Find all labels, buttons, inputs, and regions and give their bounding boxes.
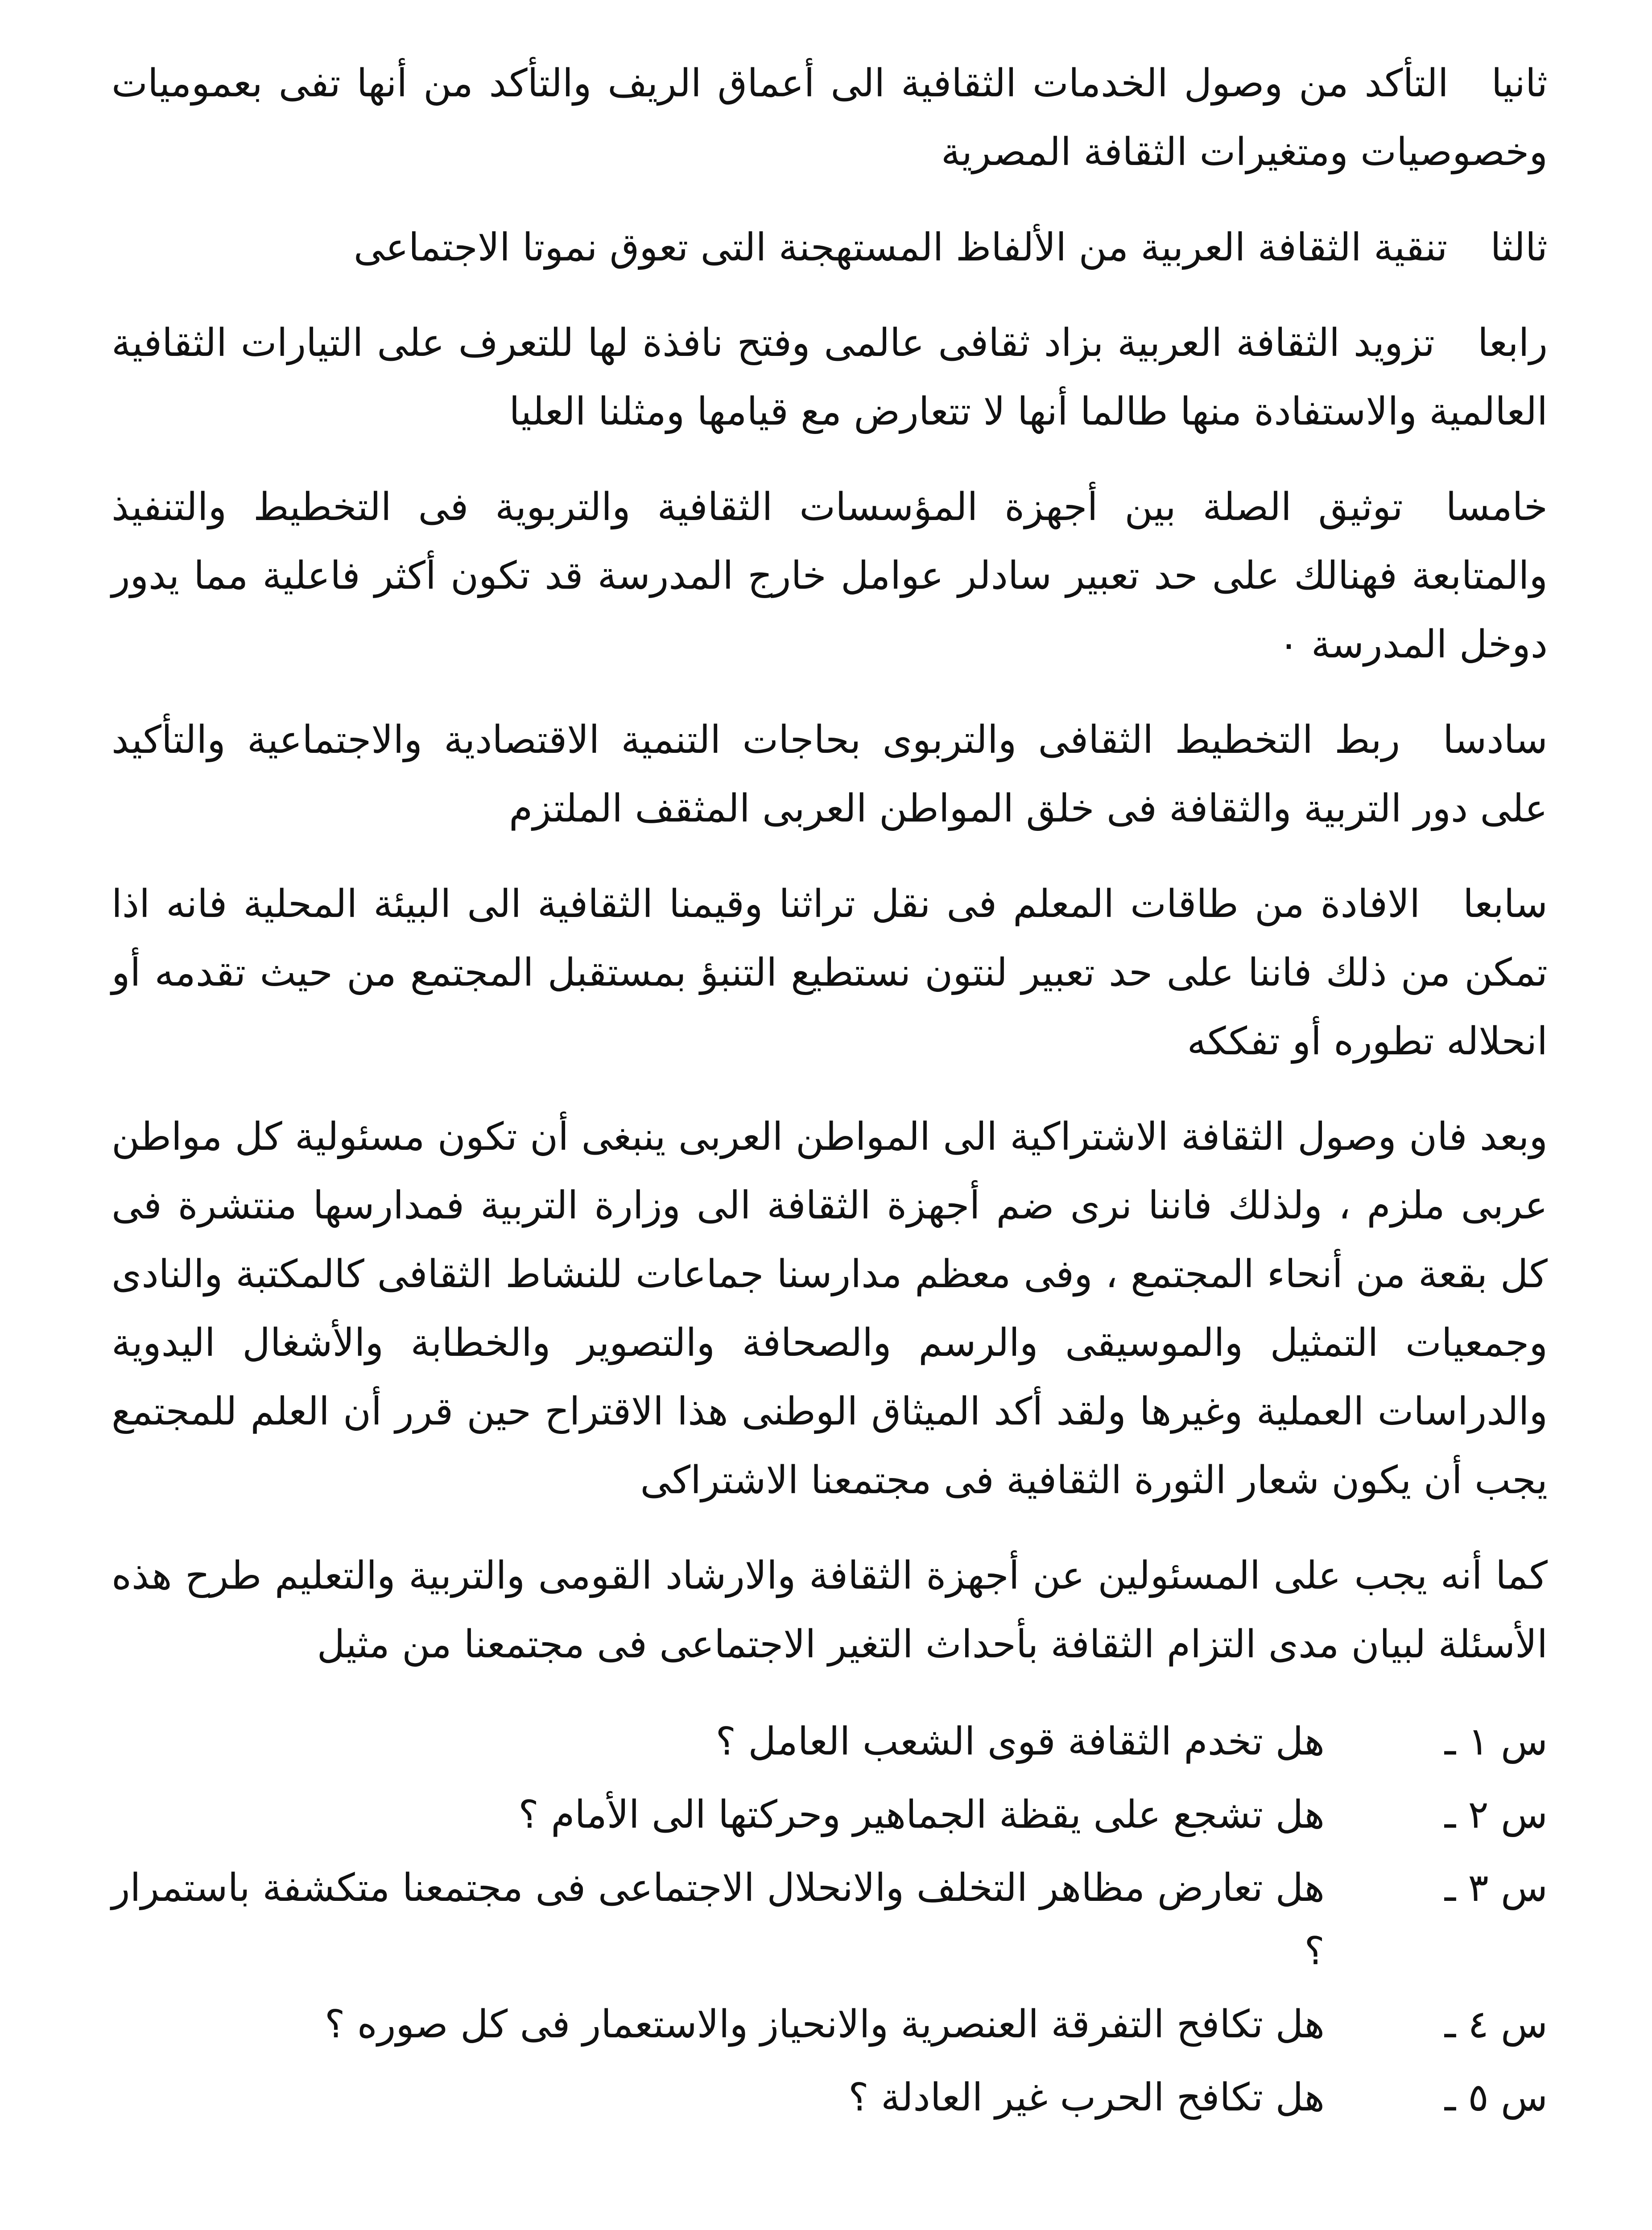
paragraph-text: التأكد من وصول الخدمات الثقافية الى أعماق الريف والتأكد من أنها تفى بعموميات وخصوصيات ومتغيرات الثقافة المصرية	[112, 61, 1548, 174]
paragraph-socialist-culture	[112, 1103, 1548, 1515]
paragraph-text: كما أنه يجب على المسئولين عن أجهزة الثقافة والارشاد القومى والتربية والتعليم طرح هذه الأسئلة لبيان مدى التزام الثقافة بأحداث التغير الاجتماعى فى مجتمعنا من مثيل	[112, 1553, 1548, 1667]
paragraph-third	[112, 213, 1548, 282]
question-text: هل تكافح الحرب غير العادلة ؟	[848, 2075, 1325, 2120]
question-item	[112, 1856, 1548, 1983]
question-number: س ٥ ـ	[1444, 2075, 1548, 2120]
questions-list	[112, 1710, 1548, 2129]
paragraph-label: ثالثا	[1490, 225, 1548, 270]
paragraph-sixth	[112, 706, 1548, 843]
paragraph-fifth	[112, 473, 1548, 679]
paragraph-text: وبعد فان وصول الثقافة الاشتراكية الى المواطن العربى ينبغى أن تكون مسئولية كل مواطن عربى ملزم ، ولذلك فاننا نرى ضم أجهزة الثقافة الى وزارة التربية فمدارسها منتشرة فى كل بقعة من أنحاء المجتمع ، وفى معظم مدارسنا جماعات للنشاط الثقافى كالمكتبة والنادى وجمعيات التمثيل والموسيقى والرسم والصحافة والتصوير والخطابة والأشغال اليدوية والدراسات العملية وغيرها ولقد أكد الميثاق الوطنى هذا الاقتراح حين قرر أن العلم للمجتمع يجب أن يكون شعار الثورة الثقافية فى مجتمعنا الاشتراكى	[112, 1115, 1548, 1503]
paragraph-fourth	[112, 309, 1548, 446]
question-text: هل تخدم الثقافة قوى الشعب العامل ؟	[715, 1719, 1325, 1764]
question-number: س ١ ـ	[1444, 1719, 1548, 1764]
paragraph-label: ثانيا	[1491, 61, 1548, 106]
question-number: س ٣ ـ	[1444, 1866, 1548, 1910]
question-number: س ٢ ـ	[1444, 1792, 1548, 1837]
question-item	[112, 1710, 1548, 1773]
paragraph-seventh	[112, 870, 1548, 1076]
question-text: هل تعارض مظاهر التخلف والانحلال الاجتماعى فى مجتمعنا متكشفة باستمرار ؟	[112, 1866, 1325, 1974]
paragraph-label: سابعا	[1463, 882, 1548, 926]
paragraph-text: توثيق الصلة بين أجهزة المؤسسات الثقافية والتربوية فى التخطيط والتنفيذ والمتابعة فهنالك على حد تعبير سادلر عوامل خارج المدرسة قد تكون أكثر فاعلية مما يدور دوخل المدرسة ٠	[112, 485, 1548, 667]
paragraph-label: خامسا	[1446, 485, 1548, 529]
paragraph-text: تنقية الثقافة العربية من الألفاظ المستهجنة التى تعوق نموتا الاجتماعى	[353, 225, 1448, 270]
question-item	[112, 1993, 1548, 2056]
paragraph-text: الافادة من طاقات المعلم فى نقل تراثنا وقيمنا الثقافية الى البيئة المحلية فانه اذا تمكن من ذلك فاننا على حد تعبير لنتون نستطيع التنبؤ بمستقبل المجتمع من حيث تقدمه أو انحلاله تطوره أو تفككه	[112, 882, 1548, 1064]
paragraph-label: سادسا	[1443, 718, 1548, 762]
paragraph-label: رابعا	[1477, 321, 1548, 365]
question-text: هل تشجع على يقظة الجماهير وحركتها الى الأمام ؟	[518, 1792, 1325, 1837]
question-text: هل تكافح التفرقة العنصرية والانحياز والاستعمار فى كل صوره ؟	[324, 2002, 1325, 2047]
question-item	[112, 1783, 1548, 1846]
paragraph-text: ربط التخطيط الثقافى والتربوى بحاجات التنمية الاقتصادية والاجتماعية والتأكيد على دور التربية والثقافة فى خلق المواطن العربى المثقف الملتزم	[112, 718, 1548, 831]
question-number: س ٤ ـ	[1444, 2002, 1548, 2047]
paragraph-questions-intro	[112, 1541, 1548, 1679]
question-item	[112, 2066, 1548, 2129]
page-body	[112, 49, 1548, 2139]
paragraph-second	[112, 49, 1548, 186]
paragraph-text: تزويد الثقافة العربية بزاد ثقافى عالمى وفتح نافذة لها للتعرف على التيارات الثقافية العالمية والاستفادة منها طالما أنها لا تتعارض مع قيامها ومثلنا العليا	[112, 321, 1548, 434]
